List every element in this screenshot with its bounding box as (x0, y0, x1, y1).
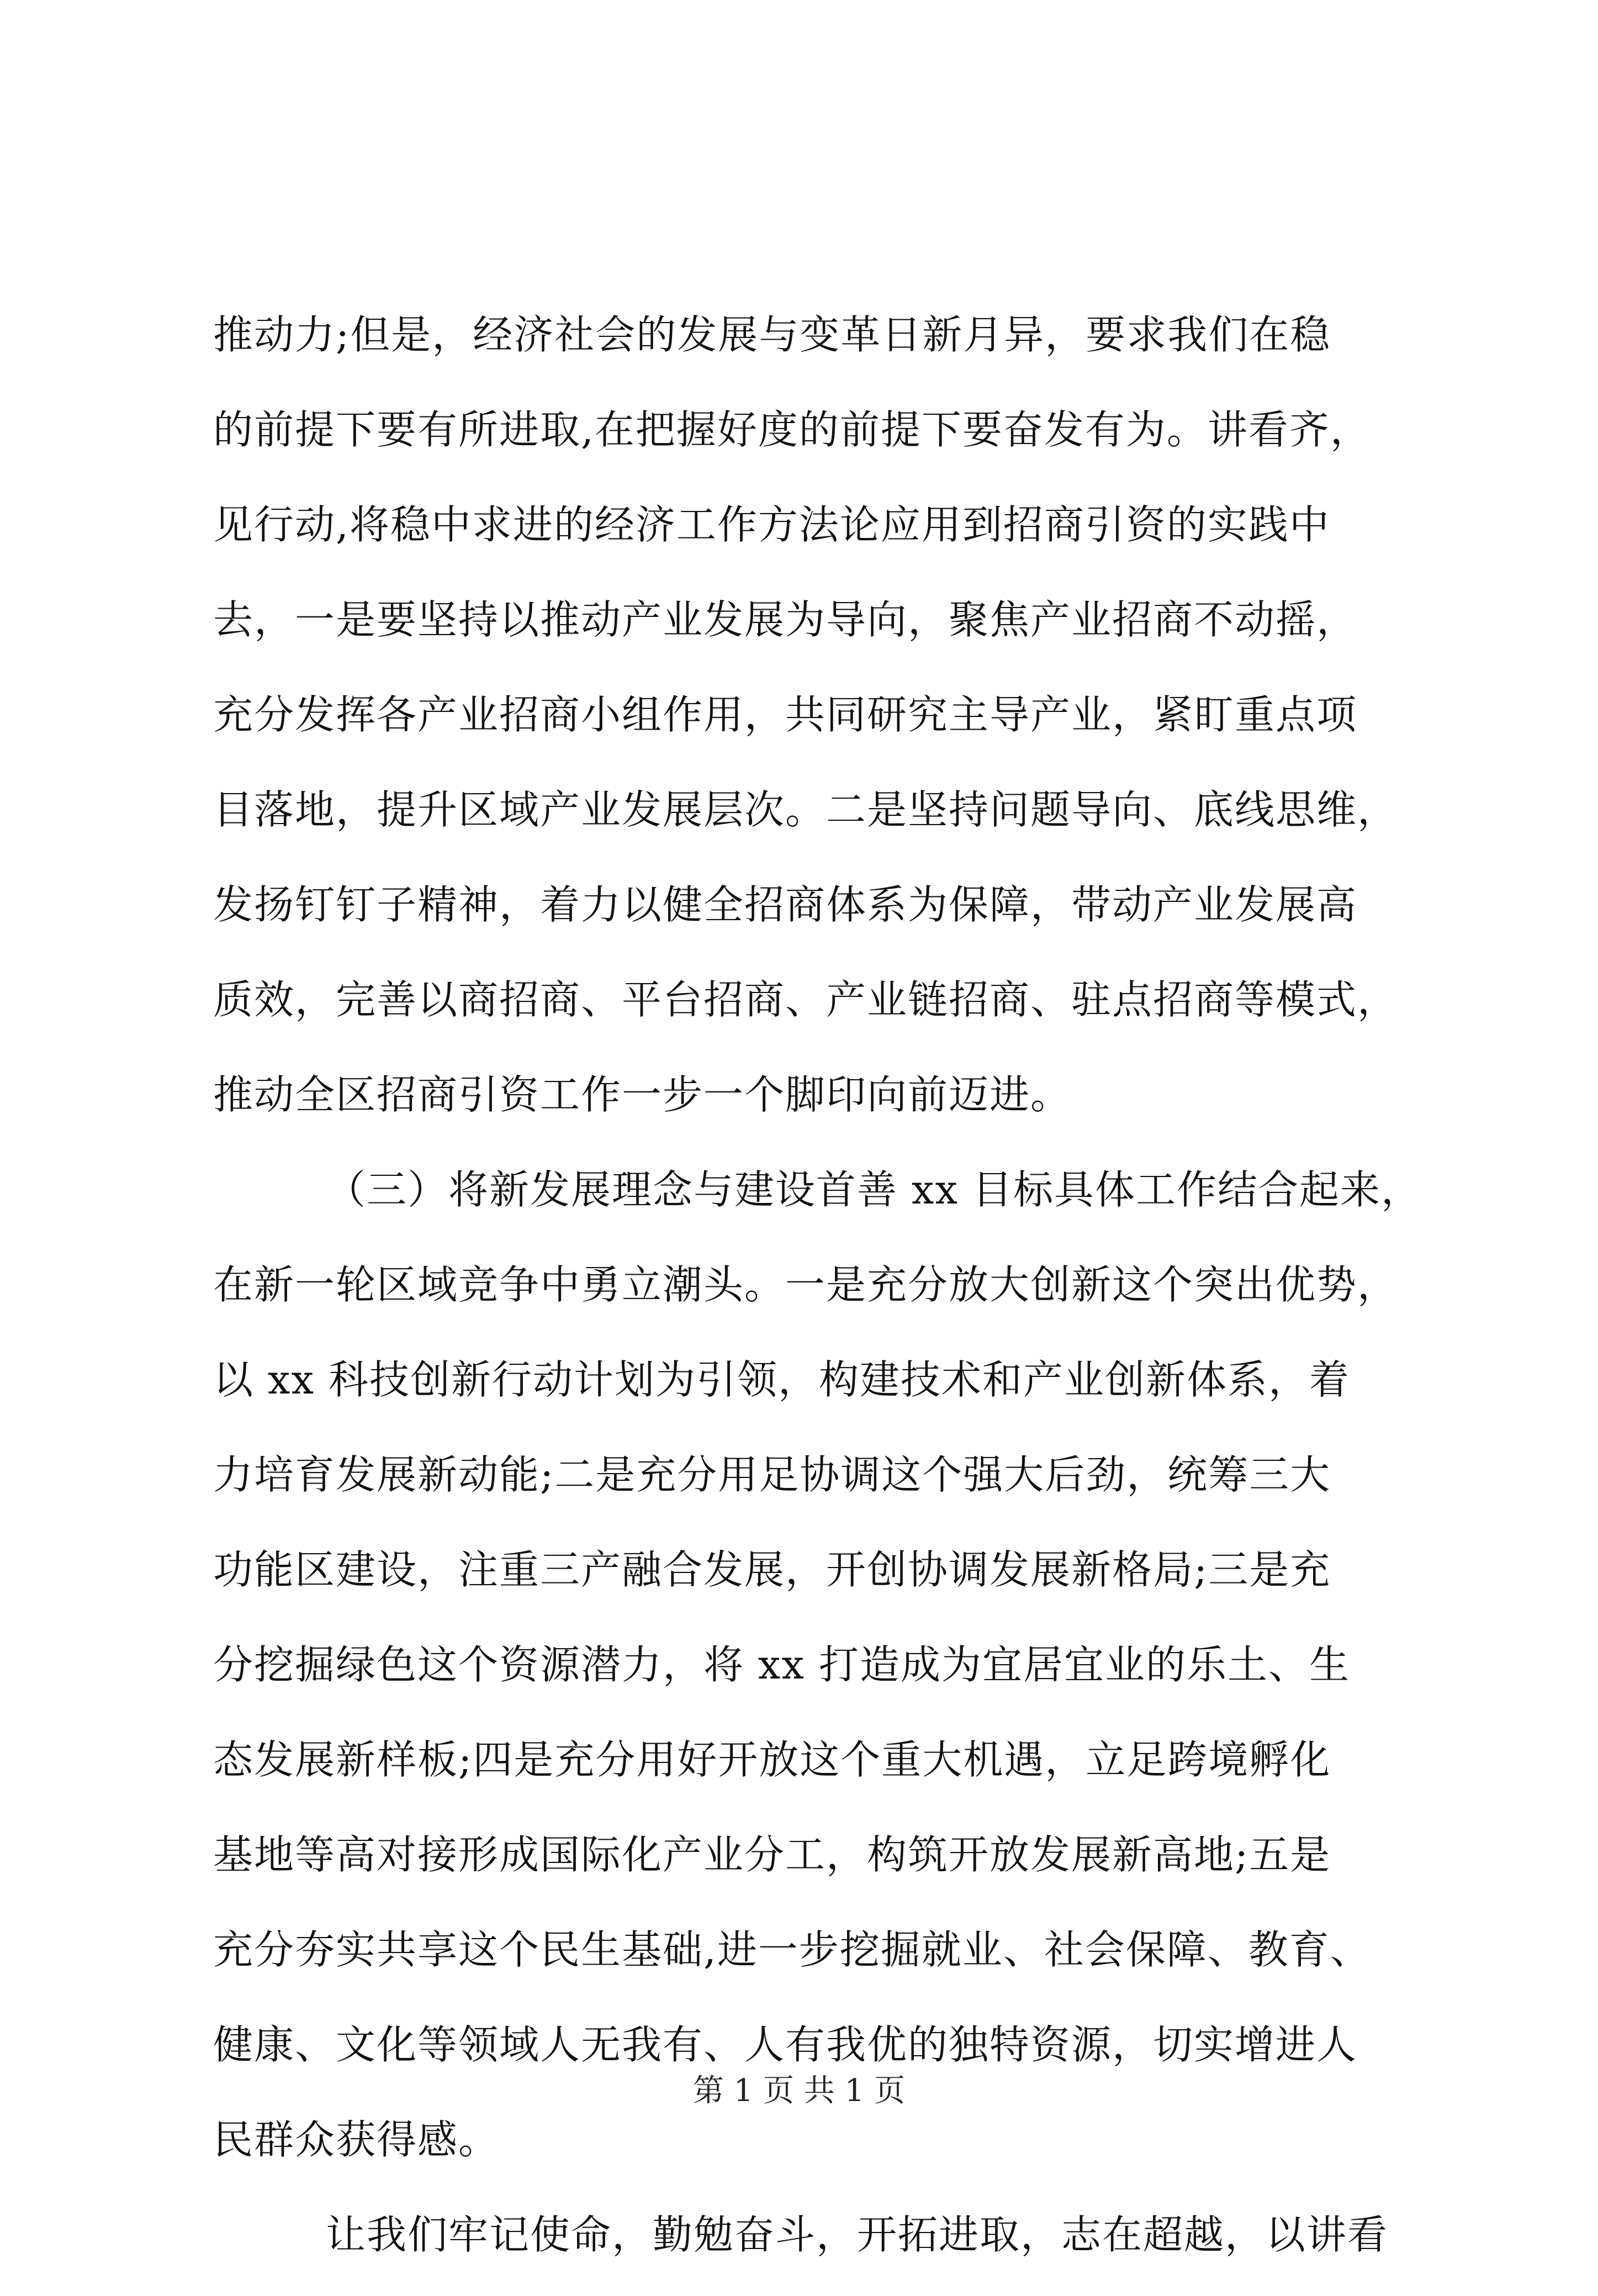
text-line: 质效，完善以商招商、平台招商、产业链招商、驻点招商等模式， (213, 977, 1399, 1023)
text-line: 力培育发展新动能;二是充分用足协调这个强大后劲，统筹三大 (213, 1452, 1331, 1498)
text-line: （三）将新发展理念与建设首善 xx 目标具体工作结合起来， (326, 1167, 1422, 1213)
text-line: 充分夯实共享这个民生基础,进一步挖掘就业、社会保障、教育、 (213, 1926, 1371, 1973)
text-line: 见行动,将稳中求进的经济工作方法论应用到招商引资的实践中 (213, 502, 1330, 548)
text-line: 发扬钉钉子精神，着力以健全招商体系为保障，带动产业发展高 (213, 882, 1358, 928)
text-line: 推动力;但是，经济社会的发展与变革日新月异，要求我们在稳 (213, 312, 1331, 358)
text-line: 分挖掘绿色这个资源潜力，将 xx 打造成为宜居宜业的乐土、生 (213, 1641, 1350, 1688)
text-line: 充分发挥各产业招商小组作用，共同研究主导产业，紧盯重点项 (213, 692, 1358, 738)
text-line: 推动全区招商引资工作一步一个脚印向前迈进。 (213, 1072, 1072, 1118)
text-line: 民群众获得感。 (213, 2116, 500, 2163)
text-line: 目落地，提升区域产业发展层次。二是坚持问题导向、底线思维， (213, 787, 1399, 833)
paragraph-2 (213, 1156, 1422, 2201)
text-line: 在新一轮区域竞争中勇立潮头。一是充分放大创新这个突出优势， (213, 1262, 1399, 1308)
text-line: 功能区建设，注重三产融合发展，开创协调发展新格局;三是充 (213, 1546, 1331, 1593)
text-line: 的前提下要有所进取,在把握好度的前提下要奋发有为。讲看齐， (213, 407, 1371, 453)
paragraph-3 (213, 2201, 1406, 2296)
text-line: 让我们牢记使命，勤勉奋斗，开拓进取，志在超越，以讲看 (326, 2211, 1389, 2258)
text-line: 态发展新样板;四是充分用好开放这个重大机遇，立足跨境孵化 (213, 1736, 1331, 1783)
text-line: 以 xx 科技创新行动计划为引领，构建技术和产业创新体系，着 (213, 1357, 1350, 1403)
paragraph-1 (213, 301, 1406, 1156)
page-number-footer: 第 1 页 共 1 页 (692, 2073, 906, 2109)
text-line: 基地等高对接形成国际化产业分工，构筑开放发展新高地;五是 (213, 1831, 1331, 1878)
text-line: 去，一是要坚持以推动产业发展为导向，聚焦产业招商不动摇， (213, 597, 1358, 643)
text-line: 健康、文化等领域人无我有、人有我优的独特资源，切实增进人 (213, 2021, 1358, 2068)
document-body (213, 301, 1422, 2296)
